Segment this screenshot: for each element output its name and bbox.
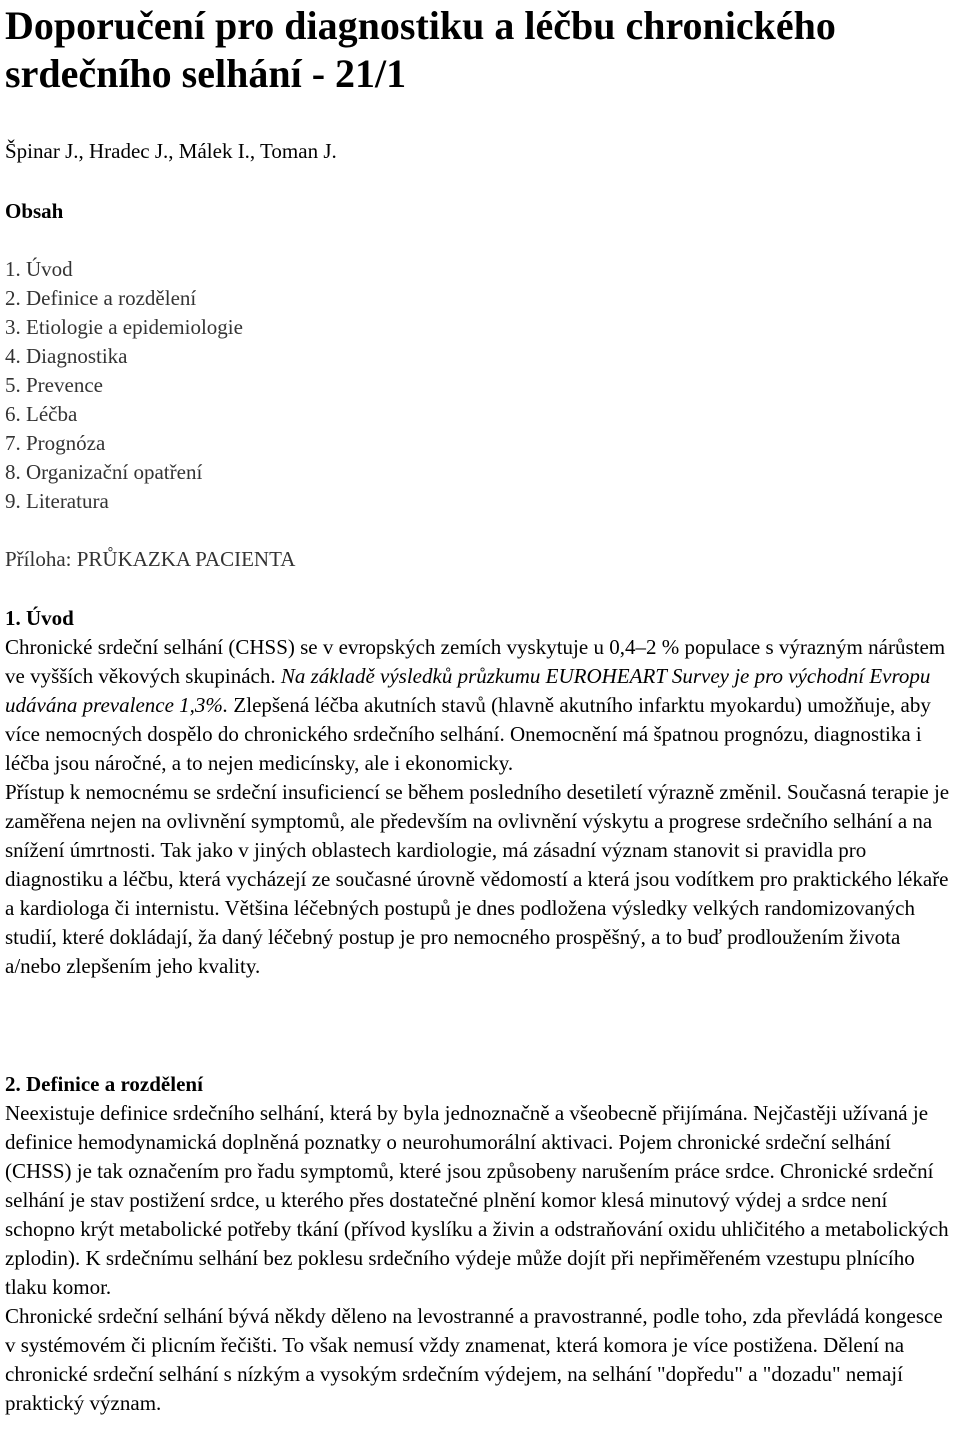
section-intro: [5, 604, 955, 981]
section-heading: 2. Definice a rozdělení: [5, 1072, 203, 1096]
section-paragraph: Chronické srdeční selhání bývá někdy děleno na levostranné a pravostranné, podle toho, zda převládá kongesce v systémovém či plicním řečišti. To však nemusí vždy znamenat, která komora je více postižena. Dělení na chronické srdeční selhání s nízkým a vysokým srdečním výdejem, na selhání "dopředu" a "dozadu" nemají praktický význam.: [5, 1304, 943, 1415]
contents-heading: Obsah: [5, 199, 64, 223]
toc-item[interactable]: 3. Etiologie a epidemiologie: [5, 315, 243, 339]
authors-line: Špinar J., Hradec J., Málek I., Toman J.: [5, 139, 337, 163]
toc-item[interactable]: 2. Definice a rozdělení: [5, 286, 197, 310]
section-heading: 1. Úvod: [5, 606, 74, 630]
toc-item[interactable]: 7. Prognóza: [5, 431, 106, 455]
paragraph-text: Chronické srdeční selhání (CHSS) se v evropských zemích vyskytuje u 0,4–2 % populace s výrazným nárůstem ve vyšších věkových skupinách.: [5, 635, 946, 688]
italic-text: Na základě výsledků průzkumu EUROHEART Survey je pro východní Evropu udávána prevalence 1,3%.: [5, 664, 931, 717]
toc-item[interactable]: 6. Léčba: [5, 402, 78, 426]
appendix-link[interactable]: Příloha: PRŮKAZKA PACIENTA: [5, 547, 296, 571]
section-paragraph: [5, 633, 955, 778]
document-title: Doporučení pro diagnostiku a léčbu chronického srdečního selhání - 21/1: [5, 3, 836, 96]
toc-item[interactable]: 4. Diagnostika: [5, 344, 128, 368]
section-paragraph: Neexistuje definice srdečního selhání, která by byla jednoznačně a všeobecně přijímána. Nejčastěji užívaná je definice hemodynamická doplněná poznatky o neurohumorální aktivaci. Pojem chronické srdeční selhání (CHSS) je tak označením pro řadu symptomů, které jsou způsobeny narušením práce srdce. Chronické srdeční selhání je stav postižení srdce, u kterého přes dostatečné plnění komor klesá minutový výdej a srdce není schopno krýt metabolické potřeby tkání (přívod kyslíku a živin a odstraňování oxidu uhličitého a metabolických zplodin). K srdečnímu selhání bez poklesu srdečního výdeje může dojít při nepřiměřeném vzestupu plnícího tlaku komor.: [5, 1101, 949, 1299]
toc-item[interactable]: 1. Úvod: [5, 257, 73, 281]
paragraph-text: Zlepšená léčba akutních stavů (hlavně akutního infarktu myokardu) umožňuje, aby více nemocných dospělo do chronického srdečního selhání. Onemocnění má špatnou prognózu, diagnostika i léčba jsou náročné, a to nejen medicínsky, ale i ekonomicky.: [5, 693, 931, 775]
toc-item[interactable]: 9. Literatura: [5, 489, 109, 513]
table-of-contents: [5, 255, 243, 516]
section-paragraph: Přístup k nemocnému se srdeční insuficiencí se během posledního desetiletí výrazně změnil. Současná terapie je zaměřena nejen na ovlivnění symptomů, ale především na ovlivnění výskytu a progrese srdečního selhání a na snížení úmrtnosti. Tak jako v jiných oblastech kardiologie, má zásadní význam stanovit si pravidla pro diagnostiku a léčbu, která vycházejí ze současné úrovně vědomostí a která jsou vodítkem pro praktického lékaře a kardiologa či internistu. Většina léčebných postupů je dnes podložena výsledky velkých randomizovaných studií, které dokládají, ža daný léčebný postup je pro nemocného prospěšný, a to buď prodloužením života a/nebo zlepšením jeho kvality.: [5, 780, 950, 978]
toc-item[interactable]: 8. Organizační opatření: [5, 460, 203, 484]
toc-item[interactable]: 5. Prevence: [5, 373, 103, 397]
section-definition: [5, 1070, 955, 1418]
